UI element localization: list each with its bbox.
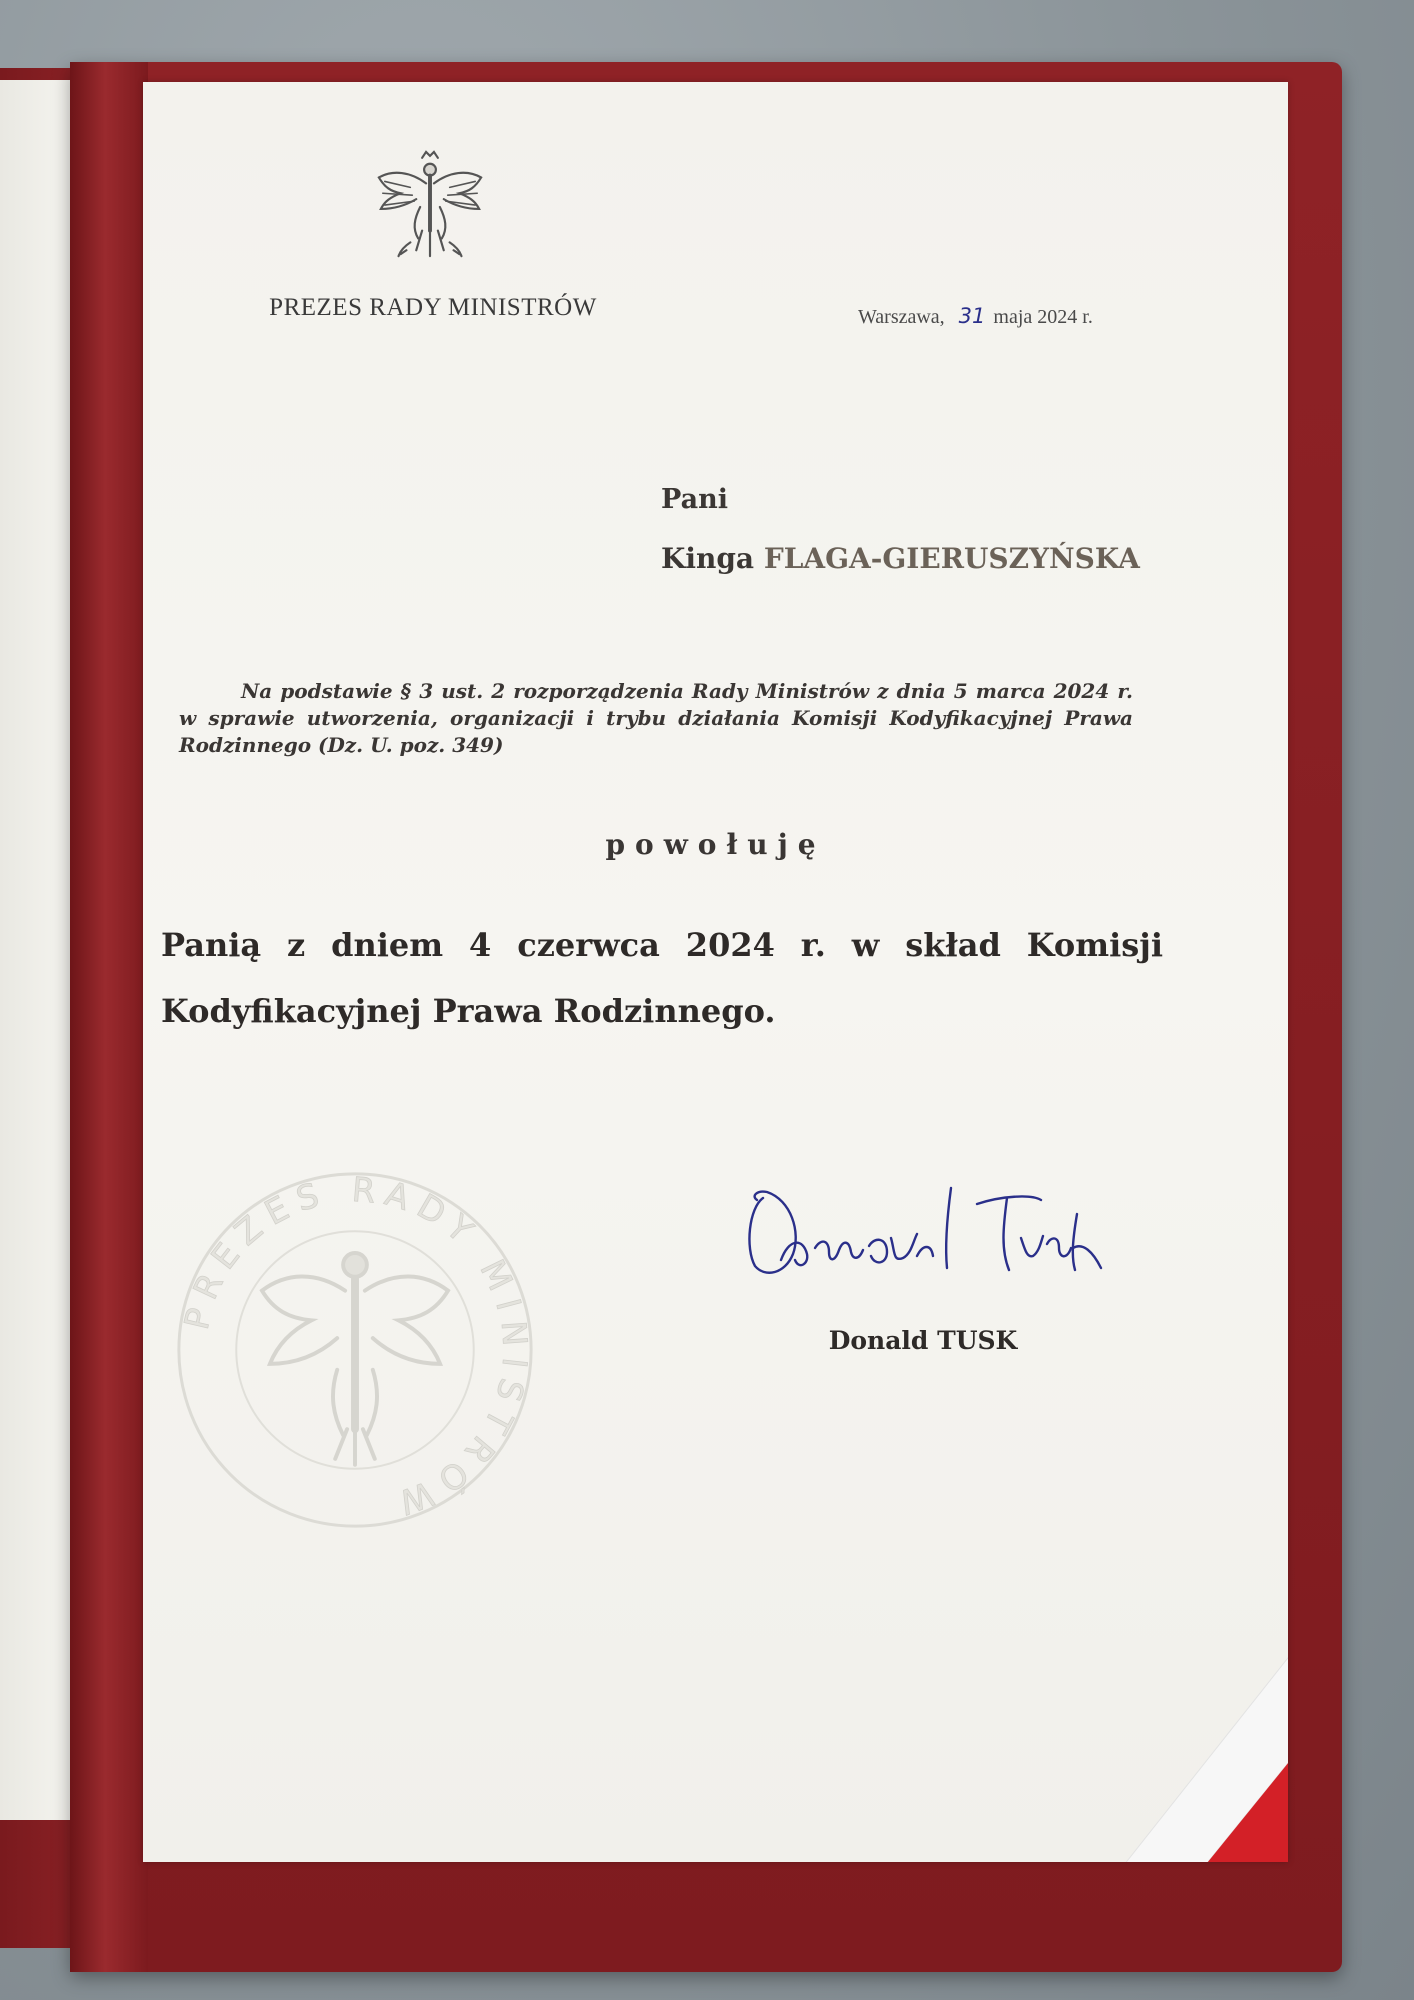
legal-basis	[179, 678, 1133, 759]
polish-flag-ribbon	[1023, 1422, 1288, 1862]
appointment-text: Panią z dniem 4 czerwca 2024 r. w skład Komisji Kodyfikacyjnej Prawa Rodzinnego.	[161, 926, 1163, 1030]
date-day: 31	[958, 304, 986, 328]
appointment-letter	[143, 82, 1288, 1862]
left-page-sheet	[0, 80, 73, 1820]
white-eagle-icon	[371, 148, 489, 266]
salutation: Pani	[661, 484, 728, 515]
appointment-verb: powołuję	[605, 828, 826, 861]
handwritten-signature	[741, 1178, 1131, 1288]
folder-spine	[70, 62, 148, 1972]
signatory-name: Donald TUSK	[828, 1326, 1018, 1355]
recipient-surname: FLAGA-GIERUSZYŃSKA	[763, 542, 1140, 575]
embossed-seal-icon	[167, 1162, 543, 1538]
date-city: Warszawa,	[858, 306, 945, 328]
legal-basis-text: Na podstawie § 3 ust. 2 rozporządzenia Rady Ministrów z dnia 5 marca 2024 r. w sprawie utworzenia, organizacji i trybu działania Komisji Kodyfikacyjnej Prawa Rodzinnego (Dz. U. poz. 349)	[179, 679, 1133, 757]
recipient-name	[661, 542, 1140, 575]
svg-text:PREZES RADY MINISTRÓW: PREZES RADY MINISTRÓW	[176, 1169, 536, 1526]
office-title: PREZES RADY MINISTRÓW	[269, 294, 597, 321]
date-line	[858, 304, 1093, 329]
date-month-year: maja 2024 r.	[993, 306, 1093, 328]
recipient-first-name: Kinga	[661, 542, 755, 575]
